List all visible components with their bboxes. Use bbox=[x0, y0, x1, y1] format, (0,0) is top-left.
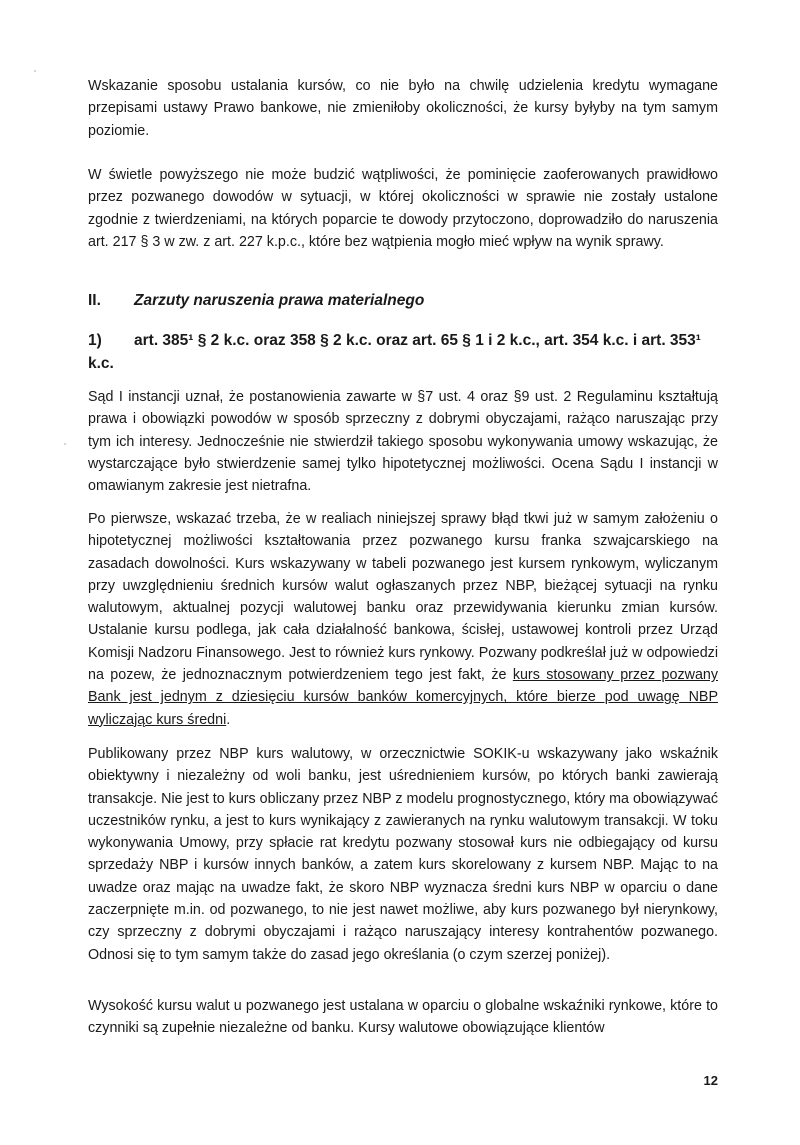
paragraph-2: W świetle powyższego nie może budzić wątpliwości, że pominięcie zaoferowanych prawidłowo przez pozwanego dowodów w sytuacji, w której okoliczności w sprawie nie zostały ustalone zgodnie z twierdzeniami, na których poparcie te dowody przytoczono, doprowadziło do naruszenia art. 217 § 3 w zw. z art. 227 k.p.c., które bez wątpienia mogło mieć wpływ na wynik sprawy. bbox=[88, 167, 718, 250]
paragraph-4-end: . bbox=[226, 711, 231, 728]
paragraph-3: Sąd I instancji uznał, że postanowienia zawarte w §7 ust. 4 oraz §9 ust. 2 Regulaminu kształtują prawa i obowiązki powodów w sposób sprzeczny z dobrymi obyczajami, rażąco naruszając przy tym ich interesy. Jednocześnie nie stwierdził takiego sposobu wykonywania umowy wskazując, że wystarczające było stwierdzenie samej tylko hipotetycznej możliwości. Ocena Sądu I instancji w omawianym zakresie jest nietrafna. bbox=[88, 389, 718, 495]
scan-speck bbox=[34, 70, 36, 72]
paragraph-4-text: Po pierwsze, wskazać trzeba, że w realiach niniejszej sprawy błąd tkwi już w samym założeniu o hipotetycznej możliwości kształtowania przez pozwanego kursu franka szwajcarskiego na zasadach dowolności. Kurs wskazywany w tabeli pozwanego jest kursem rynkowym, wyliczanym przy uwzględnieniu średnich kursów walut ogłaszanych przez NBP, bieżącej sytuacji na rynku walutowym, aktualnej pozycji walutowej banku oraz przewidywania kierunku zmian kursów. Ustalanie kursu podlega, jak cała działalność bankowa, ścisłej, ustawowej kontroli przez Urząd Komisji Nadzoru Finansowego. Jest to również kurs rynkowy. Pozwany podkreślał już w odpowiedzi na pozew, że jednoznacznym potwierdzeniem tego jest fakt, że bbox=[88, 511, 718, 684]
subsection-heading-text: art. 385¹ § 2 k.c. oraz 358 § 2 k.c. oraz art. 65 § 1 i 2 k.c., art. 354 k.c. i art. 353¹ k.c. bbox=[88, 332, 701, 372]
paragraph-4 bbox=[88, 508, 718, 731]
paragraph-5: Publikowany przez NBP kurs walutowy, w orzecznictwie SOKIK-u wskazywany jako wskaźnik obiektywny i niezależny od woli banku, jest uśrednieniem kursów, po których banki zawierają transakcje. Nie jest to kurs obliczany przez NBP z modelu prognostycznego, który ma obowiązywać uczestników rynku, a jest to kurs wynikający z zawieranych na rynku walutowym transakcji. W toku wykonywania Umowy, przy spłacie rat kredytu pozwany stosował kurs nie odbiegający od kursu sprzedaży NBP i kursów innych banków, a zatem kurs skorelowany z kursem NBP. Mając to na uwadze oraz mając na uwadze fakt, że skoro NBP wyznacza średni kurs NBP w oparciu o dane zaczerpnięte m.in. od pozwanego, to nie jest nawet możliwe, aby kurs pozwanego był nierynkowy, czy sprzeczny z dobrymi obyczajami i rażąco naruszający interesy kontrahentów pozwanego. Odnosi się to tym samym także do zasad jego określania (o czym szerzej poniżej). bbox=[88, 746, 718, 963]
section-heading bbox=[88, 290, 718, 312]
paragraph-6: Wysokość kursu walut u pozwanego jest ustalana w oparciu o globalne wskaźniki rynkowe, które to czynniki są zupełnie niezależne od banku. Kursy walutowe obowiązujące klientów bbox=[88, 998, 718, 1037]
section-heading-text: Zarzuty naruszenia prawa materialnego bbox=[134, 292, 425, 309]
page-number: 12 bbox=[703, 1073, 718, 1088]
section-heading-number: II. bbox=[88, 292, 101, 309]
paragraph-1: Wskazanie sposobu ustalania kursów, co nie było na chwilę udzielenia kredytu wymagane przepisami ustawy Prawo bankowe, nie zmieniłoby okoliczności, że kursy byłyby na tym samym poziomie. bbox=[88, 78, 718, 139]
paragraph-4-underlined-text: kurs stosowany przez pozwany Bank jest jednym z dziesięciu kursów banków komercyjnych, które bierze pod uwagę NBP wyliczając kurs średni bbox=[88, 667, 718, 728]
subsection-heading-number: 1) bbox=[88, 332, 102, 349]
subsection-heading bbox=[88, 329, 718, 375]
scan-speck bbox=[64, 443, 66, 445]
